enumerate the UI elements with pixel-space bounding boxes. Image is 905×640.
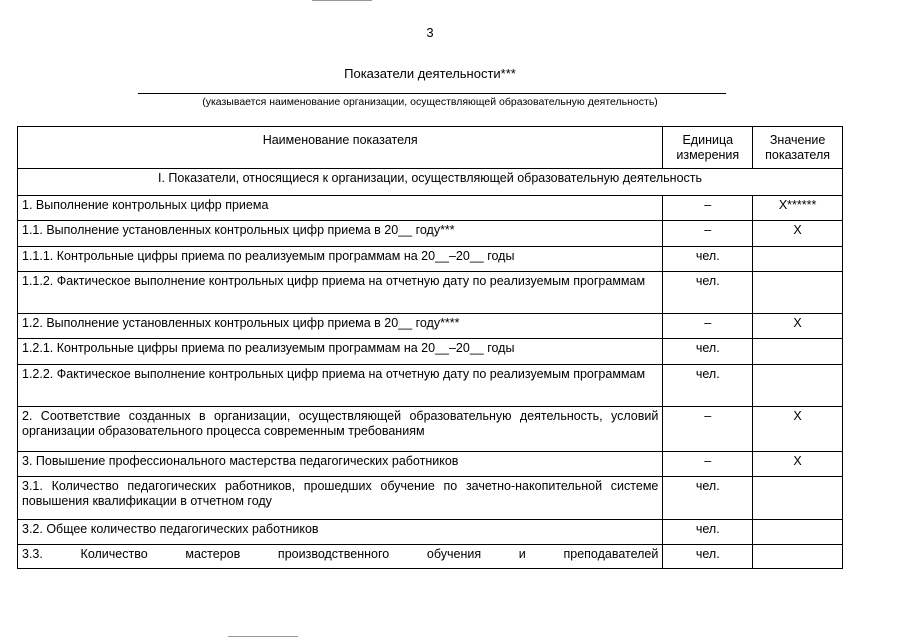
section-title: I. Показатели, относящиеся к организации, осуществляющей образовательную деятельность — [18, 169, 843, 196]
indicators-table — [17, 126, 843, 569]
indicator-unit: чел. — [663, 520, 753, 545]
indicator-value: X****** — [753, 196, 843, 221]
header-indicator-name: Наименование показателя — [18, 127, 663, 169]
indicator-unit: чел. — [663, 365, 753, 407]
table-row — [18, 477, 843, 520]
indicator-value — [753, 339, 843, 365]
table-row — [18, 314, 843, 339]
indicator-value — [753, 247, 843, 272]
indicator-unit: чел. — [663, 545, 753, 569]
indicator-unit: чел. — [663, 477, 753, 520]
table-row — [18, 247, 843, 272]
header-unit: Единица измерения — [663, 127, 753, 169]
indicator-value: X — [753, 314, 843, 339]
indicator-unit: – — [663, 314, 753, 339]
scan-artifact-top — [312, 0, 372, 1]
indicator-unit: – — [663, 196, 753, 221]
table-row — [18, 520, 843, 545]
table-row — [18, 365, 843, 407]
page-number: 3 — [426, 25, 434, 40]
indicator-value: X — [753, 452, 843, 477]
indicator-unit: чел. — [663, 247, 753, 272]
organization-name-line — [138, 93, 726, 94]
indicator-value — [753, 272, 843, 314]
indicator-name: 1.2.2. Фактическое выполнение контрольных цифр приема на отчетную дату по реализуемым программам — [18, 365, 663, 407]
indicator-value — [753, 545, 843, 569]
indicator-unit: – — [663, 221, 753, 247]
table-header-row — [18, 127, 843, 169]
organization-caption: (указывается наименование организации, осуществляющей образовательную деятельность) — [202, 96, 658, 108]
indicator-name: 2. Соответствие созданных в организации, осуществляющей образовательную деятельность, условий организации образовательного процесса современным требованиям — [18, 407, 663, 452]
indicator-name: 3.2. Общее количество педагогических работников — [18, 520, 663, 545]
indicator-name: 3. Повышение профессионального мастерства педагогических работников — [18, 452, 663, 477]
indicator-value — [753, 520, 843, 545]
table-row — [18, 545, 843, 569]
indicator-name: 1. Выполнение контрольных цифр приема — [18, 196, 663, 221]
table-row — [18, 196, 843, 221]
indicator-name: 1.1.1. Контрольные цифры приема по реализуемым программам на 20__–20__ годы — [18, 247, 663, 272]
indicator-name: 3.3. Количество мастеров производственного обучения и преподавателей — [18, 545, 663, 569]
indicator-name: 1.1. Выполнение установленных контрольных цифр приема в 20__ году*** — [18, 221, 663, 247]
table-row — [18, 339, 843, 365]
section-row — [18, 169, 843, 196]
indicator-name: 1.2.1. Контрольные цифры приема по реализуемым программам на 20__–20__ годы — [18, 339, 663, 365]
indicator-value — [753, 365, 843, 407]
indicator-name: 1.2. Выполнение установленных контрольных цифр приема в 20__ году**** — [18, 314, 663, 339]
indicator-name: 3.1. Количество педагогических работников, прошедших обучение по зачетно-накопительной системе повышения квалификации в отчетном году — [18, 477, 663, 520]
table-row — [18, 452, 843, 477]
document-title: Показатели деятельности*** — [344, 66, 516, 81]
indicator-name: 1.1.2. Фактическое выполнение контрольных цифр приема на отчетную дату по реализуемым программам — [18, 272, 663, 314]
header-value: Значение показателя — [753, 127, 843, 169]
indicator-unit: чел. — [663, 272, 753, 314]
indicator-unit: – — [663, 407, 753, 452]
table-row — [18, 272, 843, 314]
indicator-value — [753, 477, 843, 520]
indicator-unit: – — [663, 452, 753, 477]
indicator-value: X — [753, 407, 843, 452]
scan-artifact-bottom — [228, 636, 298, 637]
indicator-value: X — [753, 221, 843, 247]
indicator-unit: чел. — [663, 339, 753, 365]
table-row — [18, 407, 843, 452]
table-row — [18, 221, 843, 247]
